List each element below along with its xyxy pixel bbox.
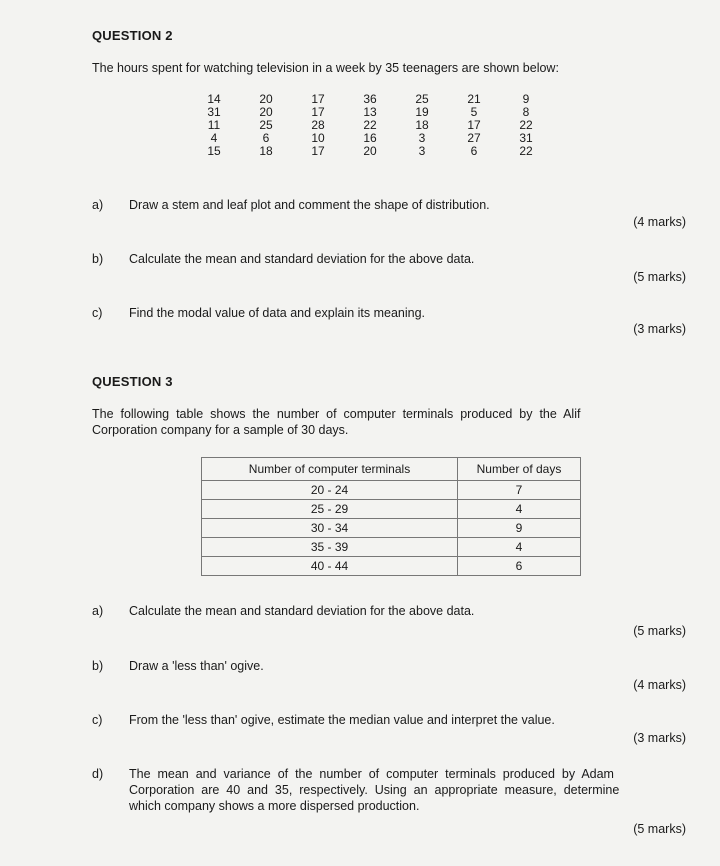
data-cell: 17 (311, 92, 325, 106)
data-cell: 14 (207, 92, 221, 106)
data-cell: 10 (311, 131, 325, 145)
question-2-intro: The hours spent for watching television in a week by 35 teenagers are shown below: (92, 61, 559, 75)
data-cell: 21 (467, 92, 481, 106)
q2-part-c-label: c) (92, 306, 103, 320)
table-cell-class: 35 - 39 (202, 538, 458, 557)
q3-part-a-label: a) (92, 604, 104, 618)
q3-part-b-text: Draw a 'less than' ogive. (129, 659, 264, 673)
question-3-intro-line1: The following table shows the number of computer terminals produced by the Alif (92, 407, 581, 421)
data-cell: 22 (519, 144, 533, 158)
q3-part-d-text-line1: The mean and variance of the number of computer terminals produced by Adam (129, 767, 614, 781)
data-cell: 8 (522, 105, 530, 119)
data-cell: 16 (363, 131, 377, 145)
table-row (202, 519, 581, 538)
q2-part-b-label: b) (92, 252, 104, 266)
table-header-row (202, 458, 581, 481)
table-row (202, 557, 581, 576)
data-cell: 15 (207, 144, 221, 158)
q3-part-b-marks: (4 marks) (633, 678, 686, 692)
q2-part-b-marks: (5 marks) (633, 270, 686, 284)
table-cell-class: 25 - 29 (202, 500, 458, 519)
q3-part-c-marks: (3 marks) (633, 731, 686, 745)
table-cell-days: 4 (458, 538, 581, 557)
data-cell: 22 (363, 118, 377, 132)
question-3-title: QUESTION 3 (92, 374, 173, 389)
data-cell: 11 (207, 118, 221, 132)
data-cell: 6 (262, 131, 270, 145)
data-cell: 6 (470, 144, 478, 158)
data-cell: 5 (470, 105, 478, 119)
data-cell: 22 (519, 118, 533, 132)
q2-part-b-text: Calculate the mean and standard deviation for the above data. (129, 252, 475, 266)
q2-part-a-label: a) (92, 198, 104, 212)
data-cell: 3 (418, 144, 426, 158)
question-2-title: QUESTION 2 (92, 28, 173, 43)
data-cell: 4 (210, 131, 218, 145)
table-row (202, 481, 581, 500)
table-header-days: Number of days (458, 458, 581, 481)
data-cell: 18 (259, 144, 273, 158)
data-cell: 9 (522, 92, 530, 106)
table-cell-days: 7 (458, 481, 581, 500)
q3-part-d-text-line2: Corporation are 40 and 35, respectively. Using an appropriate measure, determine (129, 783, 620, 797)
question-3-intro-line2: Corporation company for a sample of 30 days. (92, 423, 349, 437)
data-cell: 20 (259, 105, 273, 119)
table-cell-days: 6 (458, 557, 581, 576)
table-cell-class: 30 - 34 (202, 519, 458, 538)
data-cell: 3 (418, 131, 426, 145)
data-cell: 31 (207, 105, 221, 119)
data-cell: 25 (415, 92, 429, 106)
data-row (188, 145, 552, 158)
table-cell-class: 40 - 44 (202, 557, 458, 576)
data-cell: 19 (415, 105, 429, 119)
data-cell: 36 (363, 92, 377, 106)
data-cell: 17 (467, 118, 481, 132)
terminals-frequency-table (201, 457, 581, 576)
q3-part-d-marks: (5 marks) (633, 822, 686, 836)
q3-part-c-text: From the 'less than' ogive, estimate the median value and interpret the value. (129, 713, 555, 727)
table-row (202, 500, 581, 519)
data-cell: 25 (259, 118, 273, 132)
data-cell: 18 (415, 118, 429, 132)
table-header-terminals: Number of computer terminals (202, 458, 458, 481)
data-cell: 13 (363, 105, 377, 119)
q3-part-d-label: d) (92, 767, 104, 781)
q2-part-c-marks: (3 marks) (633, 322, 686, 336)
data-cell: 28 (311, 118, 325, 132)
q3-part-a-marks: (5 marks) (633, 624, 686, 638)
hours-data-grid (188, 93, 552, 158)
q3-part-d-text-line3: which company shows a more dispersed production. (129, 799, 420, 813)
q2-part-a-text: Draw a stem and leaf plot and comment the shape of distribution. (129, 198, 490, 212)
data-cell: 31 (519, 131, 533, 145)
q3-part-c-label: c) (92, 713, 103, 727)
q3-part-a-text: Calculate the mean and standard deviation for the above data. (129, 604, 475, 618)
table-cell-class: 20 - 24 (202, 481, 458, 500)
data-cell: 17 (311, 144, 325, 158)
table-cell-days: 9 (458, 519, 581, 538)
q2-part-c-text: Find the modal value of data and explain its meaning. (129, 306, 426, 320)
data-cell: 20 (363, 144, 377, 158)
data-cell: 27 (467, 131, 481, 145)
data-cell: 20 (259, 92, 273, 106)
table-row (202, 538, 581, 557)
q3-part-b-label: b) (92, 659, 104, 673)
q2-part-a-marks: (4 marks) (633, 215, 686, 229)
data-cell: 17 (311, 105, 325, 119)
table-cell-days: 4 (458, 500, 581, 519)
